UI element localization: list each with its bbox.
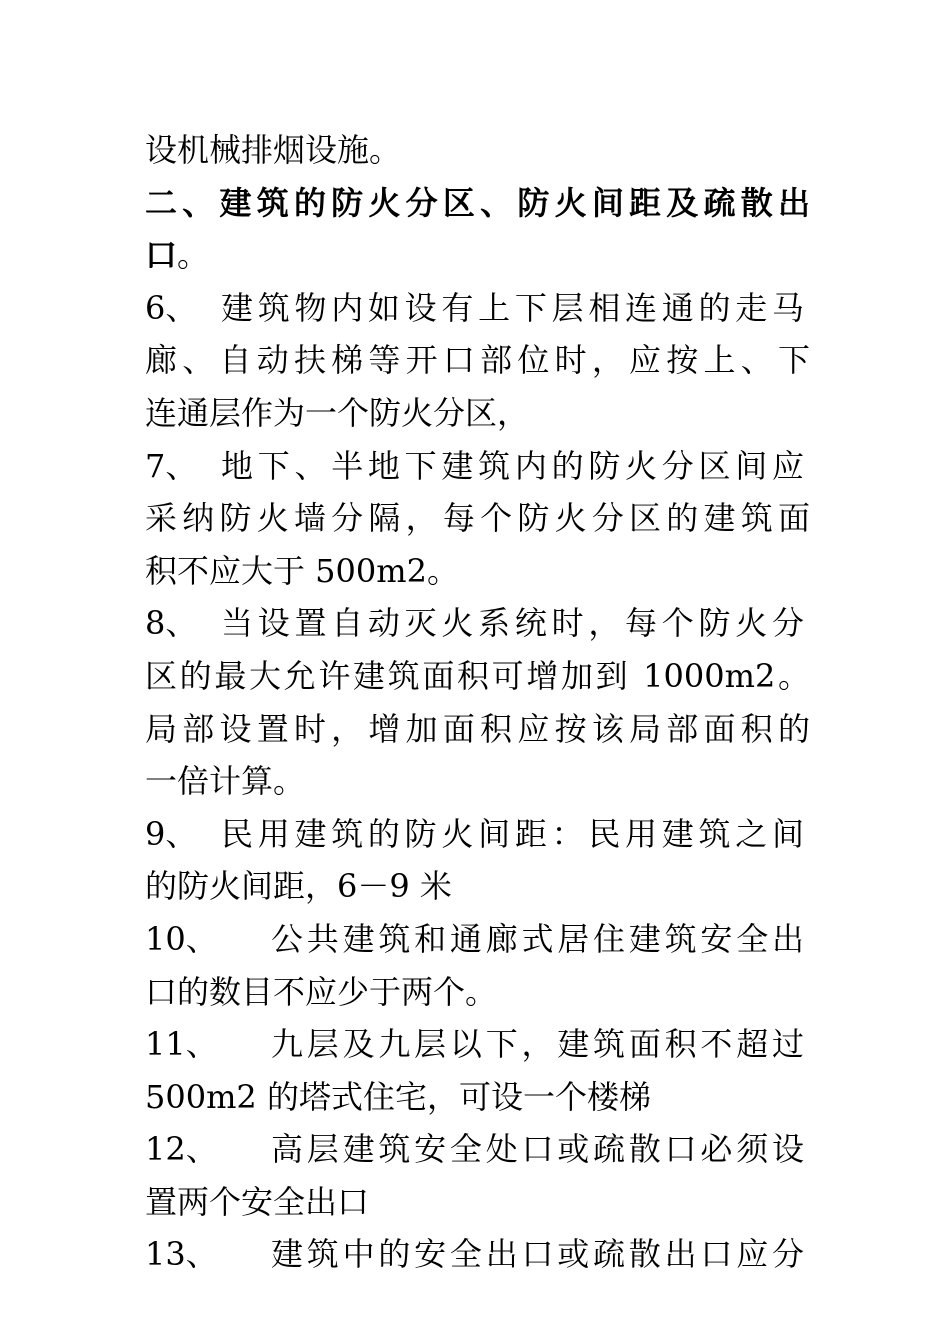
text-line: 500m2 的塔式住宅，可设一个楼梯	[145, 1077, 651, 1116]
item-text: 当设置自动灭火系统时，每个防火分	[221, 604, 804, 643]
item-text: 九层及九层以下，建筑面积不超过	[271, 1025, 804, 1064]
list-item-12	[145, 1123, 810, 1176]
item-number: 11、	[145, 1025, 218, 1064]
list-item-13	[145, 1228, 810, 1281]
section-heading: 二、建筑的防火分区、防火间距及疏散出	[145, 183, 810, 222]
text-line: 置两个安全出口	[145, 1182, 370, 1221]
text-line: 的防火间距，6－9 米	[145, 867, 452, 906]
list-item-7	[145, 440, 810, 493]
item-text: 民用建筑的防火间距：民用建筑之间	[221, 814, 804, 853]
text-line	[145, 124, 810, 177]
item-text: 建筑物内如设有上下层相连通的走马	[221, 288, 804, 327]
list-item-8	[145, 597, 810, 650]
item-text: 地下、半地下建筑内的防火分区间应	[221, 446, 804, 485]
text-line: 口的数目不应少于两个。	[145, 972, 498, 1011]
text-line: 一倍计算。	[145, 762, 306, 801]
heading-text: 口	[145, 236, 178, 275]
document-body	[145, 124, 810, 1281]
text-line: 廊、自动扶梯等开口部位时，应按上、下	[145, 341, 810, 380]
list-item-10	[145, 913, 810, 966]
line-text: 设机械排烟设施。	[145, 131, 402, 169]
item-number: 8、	[145, 604, 198, 643]
item-text: 建筑中的安全出口或疏散出口应分	[271, 1235, 804, 1274]
text-line: 连通层作为一个防火分区，	[145, 393, 530, 432]
item-number: 6、	[145, 288, 198, 327]
list-item-6	[145, 282, 810, 335]
item-number: 12、	[145, 1130, 218, 1169]
text-line: 积不应大于 500m2。	[145, 551, 459, 590]
item-text: 高层建筑安全处口或疏散口必须设	[271, 1130, 804, 1169]
item-number: 10、	[145, 919, 218, 958]
item-number: 9、	[145, 814, 198, 853]
text-line: 区的最大允许建筑面积可增加到 1000m2。	[145, 656, 810, 695]
heading-punctuation: 。	[177, 236, 210, 275]
item-number: 13、	[145, 1235, 218, 1274]
section-heading-continuation	[145, 229, 810, 282]
list-item-9	[145, 808, 810, 861]
text-line: 局部设置时，增加面积应按该局部面积的	[145, 709, 810, 748]
text-line: 采纳防火墙分隔，每个防火分区的建筑面	[145, 499, 810, 538]
list-item-11	[145, 1018, 810, 1071]
item-text: 公共建筑和通廊式居住建筑安全出	[271, 919, 804, 958]
item-number: 7、	[145, 446, 198, 485]
